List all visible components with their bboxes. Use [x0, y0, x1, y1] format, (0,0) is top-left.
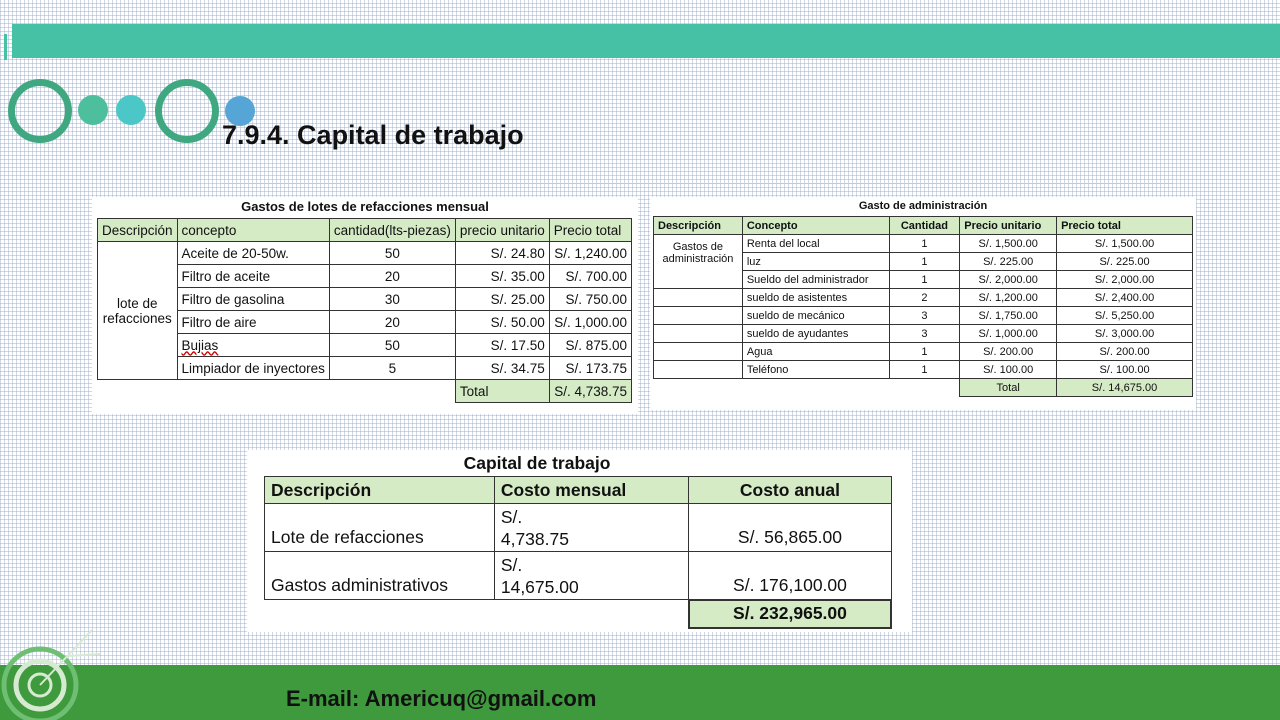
- total-value: S/. 14,675.00: [1057, 379, 1193, 397]
- unitario-cell: S/. 1,200.00: [960, 289, 1057, 307]
- total-cell: S/. 2,000.00: [1057, 271, 1193, 289]
- table-row: [98, 242, 632, 265]
- column-header: Precio unitario: [960, 217, 1057, 235]
- group-label: lote de refacciones: [98, 242, 178, 380]
- concepto-cell: Bujias: [177, 334, 329, 357]
- mensual-cell: [494, 552, 689, 600]
- unitario-cell: S/. 2,000.00: [960, 271, 1057, 289]
- capital-table: [264, 476, 892, 629]
- descripcion-cell: Lote de refacciones: [265, 504, 495, 552]
- target-logo-icon: [0, 620, 110, 720]
- anual-cell: S/. 176,100.00: [689, 552, 891, 600]
- table-row: [98, 288, 632, 311]
- total-cell: S/. 1,240.00: [549, 242, 631, 265]
- unitario-cell: S/. 100.00: [960, 361, 1057, 379]
- capital-panel: [247, 450, 912, 632]
- total-cell: S/. 173.75: [549, 357, 631, 380]
- mensual-currency: S/.: [500, 554, 523, 575]
- unitario-cell: S/. 24.80: [455, 242, 549, 265]
- concepto-cell: Filtro de aceite: [177, 265, 329, 288]
- total-label: Total: [960, 379, 1057, 397]
- column-header: Costo anual: [689, 477, 891, 504]
- ring-decoration-large: [155, 79, 219, 143]
- administracion-title: Gasto de administración: [858, 200, 988, 212]
- mensual-amount: 4,738.75: [500, 528, 569, 549]
- table-row: [654, 235, 1193, 253]
- cantidad-cell: 30: [329, 288, 455, 311]
- total-cell: S/. 700.00: [549, 265, 631, 288]
- cantidad-cell: 50: [329, 242, 455, 265]
- concepto-cell: sueldo de ayudantes: [742, 325, 889, 343]
- table-header-row: [98, 219, 632, 242]
- column-header: Concepto: [742, 217, 889, 235]
- total-cell: S/. 3,000.00: [1057, 325, 1193, 343]
- unitario-cell: S/. 25.00: [455, 288, 549, 311]
- concepto-cell: Filtro de gasolina: [177, 288, 329, 311]
- cantidad-cell: 1: [889, 271, 960, 289]
- column-header: cantidad(lts-piezas): [329, 219, 455, 242]
- total-cell: S/. 875.00: [549, 334, 631, 357]
- concepto-cell: Filtro de aire: [177, 311, 329, 334]
- total-label: Total: [455, 380, 549, 403]
- total-row: [654, 379, 1193, 397]
- total-cell: S/. 225.00: [1057, 253, 1193, 271]
- concepto-cell: sueldo de asistentes: [742, 289, 889, 307]
- unitario-cell: S/. 225.00: [960, 253, 1057, 271]
- concepto-cell: Teléfono: [742, 361, 889, 379]
- dot-decoration: [116, 95, 146, 125]
- table-row: [654, 343, 1193, 361]
- cantidad-cell: 3: [889, 325, 960, 343]
- unitario-cell: S/. 1,000.00: [960, 325, 1057, 343]
- mensual-amount: 14,675.00: [500, 576, 579, 597]
- unitario-cell: S/. 200.00: [960, 343, 1057, 361]
- column-header: Descripción: [654, 217, 743, 235]
- table-row: [98, 334, 632, 357]
- column-header: Descripción: [98, 219, 178, 242]
- table-row: [265, 504, 892, 552]
- concepto-cell: sueldo de mecánico: [742, 307, 889, 325]
- total-cell: S/. 5,250.00: [1057, 307, 1193, 325]
- cantidad-cell: 1: [889, 343, 960, 361]
- concepto-cell: Agua: [742, 343, 889, 361]
- unitario-cell: S/. 35.00: [455, 265, 549, 288]
- cantidad-cell: 50: [329, 334, 455, 357]
- table-header-row: [265, 477, 892, 504]
- concepto-cell: Aceite de 20-50w.: [177, 242, 329, 265]
- table-row: [654, 307, 1193, 325]
- grand-total-row: [265, 600, 892, 628]
- anual-cell: S/. 56,865.00: [689, 504, 891, 552]
- column-header: concepto: [177, 219, 329, 242]
- concepto-cell: Sueldo del administrador: [742, 271, 889, 289]
- mensual-cell: [494, 504, 689, 552]
- grand-total-value: S/. 232,965.00: [689, 600, 891, 628]
- table-row: [654, 325, 1193, 343]
- total-cell: S/. 750.00: [549, 288, 631, 311]
- header-accent-tick: [4, 34, 7, 60]
- cantidad-cell: 1: [889, 235, 960, 253]
- unitario-cell: S/. 17.50: [455, 334, 549, 357]
- table-row: [98, 311, 632, 334]
- unitario-cell: S/. 50.00: [455, 311, 549, 334]
- unitario-cell: S/. 34.75: [455, 357, 549, 380]
- column-header: Precio total: [549, 219, 631, 242]
- column-header: Costo mensual: [494, 477, 689, 504]
- cantidad-cell: 1: [889, 361, 960, 379]
- cantidad-cell: 1: [889, 253, 960, 271]
- total-cell: S/. 1,500.00: [1057, 235, 1193, 253]
- title-divider: [222, 183, 1172, 184]
- administracion-table: [653, 216, 1193, 397]
- total-cell: S/. 100.00: [1057, 361, 1193, 379]
- header-accent-bar: [12, 24, 1280, 58]
- concepto-cell: Renta del local: [742, 235, 889, 253]
- refacciones-table: [97, 218, 632, 403]
- unitario-cell: S/. 1,500.00: [960, 235, 1057, 253]
- table-row: [98, 357, 632, 380]
- footer-bar: [0, 665, 1280, 720]
- total-value: S/. 4,738.75: [549, 380, 631, 403]
- slide-title: 7.9.4. Capital de trabajo: [222, 120, 524, 150]
- descripcion-cell: Gastos administrativos: [265, 552, 495, 600]
- unitario-cell: S/. 1,750.00: [960, 307, 1057, 325]
- table-header-row: [654, 217, 1193, 235]
- table-row: [654, 289, 1193, 307]
- table-row: [654, 361, 1193, 379]
- column-header: Cantidad: [889, 217, 960, 235]
- cantidad-cell: 2: [889, 289, 960, 307]
- total-row: [98, 380, 632, 403]
- column-header: Precio total: [1057, 217, 1193, 235]
- concepto-cell: luz: [742, 253, 889, 271]
- cantidad-cell: 20: [329, 311, 455, 334]
- dot-decoration: [78, 95, 108, 125]
- cantidad-cell: 3: [889, 307, 960, 325]
- column-header: precio unitario: [455, 219, 549, 242]
- group-label: Gastos de administración: [654, 235, 743, 289]
- cantidad-cell: 20: [329, 265, 455, 288]
- table-row: [265, 552, 892, 600]
- table-row: [98, 265, 632, 288]
- mensual-currency: S/.: [500, 506, 523, 527]
- total-cell: S/. 1,000.00: [549, 311, 631, 334]
- column-header: Descripción: [265, 477, 495, 504]
- cantidad-cell: 5: [329, 357, 455, 380]
- capital-title: Capital de trabajo: [463, 453, 611, 473]
- total-cell: S/. 2,400.00: [1057, 289, 1193, 307]
- refacciones-title: Gastos de lotes de refacciones mensual: [241, 199, 489, 214]
- concepto-cell: Limpiador de inyectores: [177, 357, 329, 380]
- ring-decoration-large: [8, 79, 72, 143]
- refacciones-panel: [92, 197, 638, 414]
- total-cell: S/. 200.00: [1057, 343, 1193, 361]
- administracion-panel: [650, 197, 1196, 410]
- contact-email[interactable]: E-mail: Americuq@gmail.com: [286, 686, 597, 711]
